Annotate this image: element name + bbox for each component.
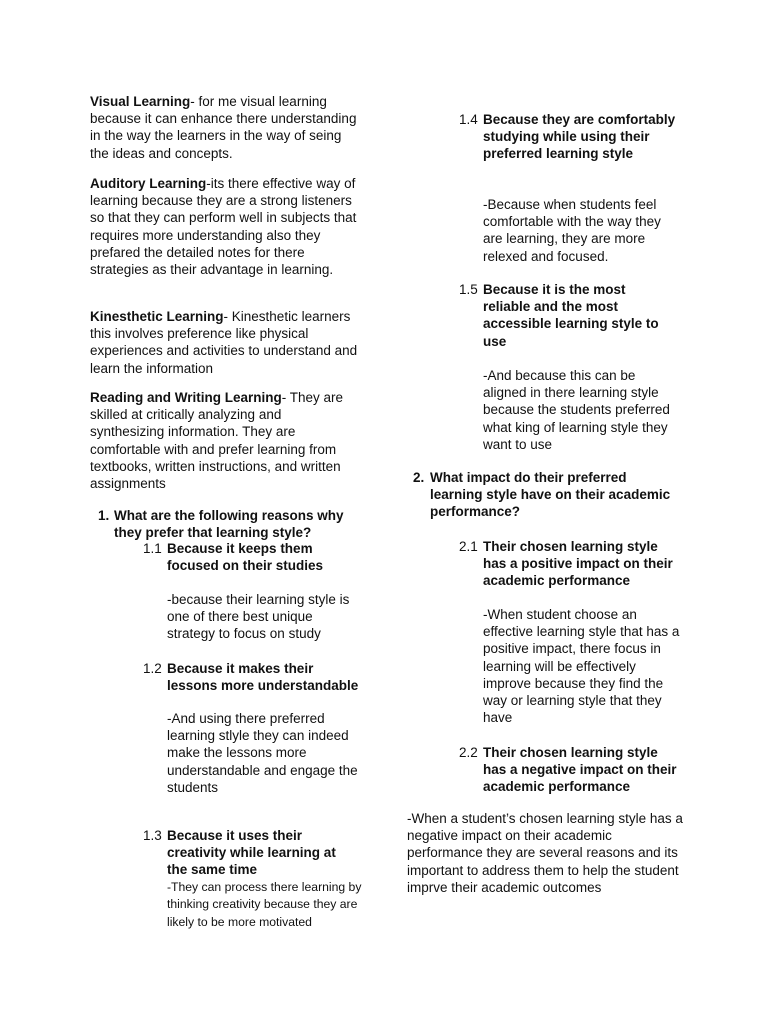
reason-1-1-body: -because their learning style is one of there best unique strategy to focus on study: [167, 592, 350, 642]
reading-writing-learning-text: - They are skilled at critically analyzing and synthesizing information. They are comfortable with and prefer learning from textbooks, written instructions, and written assignments: [90, 390, 344, 492]
reason-1-4-body: -Because when students feel comfortable with the way they are learning, they are more relexed and focused.: [483, 197, 661, 264]
impact-2-1-body: -When student choose an effective learning style that has a positive impact, there focus in learning will be effectively improve because they find the way or learning style that they have: [483, 607, 680, 726]
reason-1-1-heading: Because it keeps them focused on their studies: [167, 541, 324, 574]
auditory-learning-term: Auditory Learning: [90, 176, 207, 191]
auditory-learning-text: -its there effective way of learning because they are a strong listeners so that they can perform well in subjects that requires more understanding also they prefared the detailed notes for there strategies as their advantage in learning.: [90, 176, 357, 278]
reason-1-2-number: 1.2: [143, 661, 162, 676]
impact-2-1-number: 2.1: [459, 539, 478, 554]
reason-1-2-heading: Because it makes their lessons more understandable: [167, 661, 359, 694]
reason-1-3-body: -They can process there learning by thinking creativity because they are likely to be more motivated: [167, 880, 362, 929]
question-1-text: What are the following reasons why they prefer that learning style?: [114, 508, 344, 541]
visual-learning-term: Visual Learning: [90, 94, 191, 109]
reason-1-1-number: 1.1: [143, 541, 162, 556]
reason-1-4-heading: Because they are comfortably studying while using their preferred learning style: [483, 112, 676, 162]
question-1-number: 1.: [98, 508, 110, 523]
reason-1-3-number: 1.3: [143, 828, 162, 843]
visual-learning-text: - for me visual learning because it can enhance there understanding in the way the learners in the way of seing the ideas and concepts.: [90, 94, 357, 161]
reason-1-5-number: 1.5: [459, 282, 478, 297]
impact-2-2-number: 2.2: [459, 745, 478, 760]
reason-1-4-number: 1.4: [459, 112, 478, 127]
question-2-number: 2.: [413, 470, 425, 485]
reading-writing-learning-term: Reading and Writing Learning: [90, 390, 282, 405]
kinesthetic-learning-paragraph: [90, 308, 364, 377]
kinesthetic-learning-text: - Kinesthetic learners this involves preference like physical experiences and activities to understand and learn the information: [90, 309, 358, 376]
impact-2-2-heading: Their chosen learning style has a negative impact on their academic performance: [483, 745, 677, 795]
visual-learning-paragraph: [90, 93, 362, 162]
reason-1-3-heading: Because it uses their creativity while learning at the same time: [167, 828, 336, 878]
closing-paragraph: -When a student’s chosen learning style has a negative impact on their academic performance they are several reasons and its important to address them to help the student imprve their academic outcomes: [407, 811, 683, 895]
reason-1-2-body: -And using there preferred learning stlyle they can indeed make the lessons more understandable and engage the students: [167, 711, 358, 795]
kinesthetic-learning-term: Kinesthetic Learning: [90, 309, 224, 324]
impact-2-1-heading: Their chosen learning style has a positive impact on their academic performance: [483, 539, 673, 589]
reason-1-5-body: -And because this can be aligned in there learning style because the students preferred what king of learning style they want to use: [483, 368, 670, 452]
question-2-text: What impact do their preferred learning style have on their academic performance?: [430, 470, 671, 520]
reading-writing-learning-paragraph: [90, 389, 356, 492]
reason-1-5-heading: Because it is the most reliable and the most accessible learning style to use: [483, 282, 659, 349]
auditory-learning-paragraph: [90, 175, 358, 278]
